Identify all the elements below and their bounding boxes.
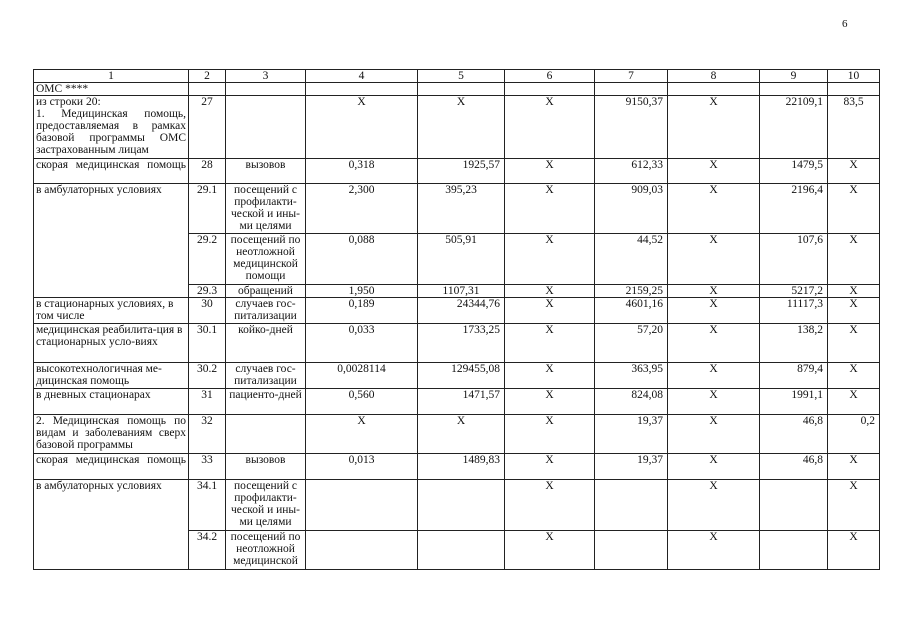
header-cell: 10 xyxy=(828,70,880,83)
cell: 57,20 xyxy=(595,324,668,363)
table-row xyxy=(34,454,880,480)
cell: Х xyxy=(668,531,760,570)
cell: Х xyxy=(668,363,760,389)
cell: 1,950 xyxy=(306,285,418,298)
row-unit: случаев гос-питализации xyxy=(226,298,306,324)
cell: Х xyxy=(668,159,760,184)
row-code: 32 xyxy=(189,415,226,454)
header-cell: 7 xyxy=(595,70,668,83)
cell: 0,189 xyxy=(306,298,418,324)
cell xyxy=(760,480,828,531)
row-label: скорая медицинская помощь xyxy=(34,159,189,184)
cell: 363,95 xyxy=(595,363,668,389)
cell: Х xyxy=(668,324,760,363)
cell: Х xyxy=(505,184,595,234)
table-row xyxy=(34,159,880,184)
cell: Х xyxy=(828,324,880,363)
row-unit: посещений с профилакти-ческой и ины-ми целями xyxy=(226,480,306,531)
cell: Х xyxy=(505,454,595,480)
row-unit: вызовов xyxy=(226,159,306,184)
cell: Х xyxy=(306,96,418,159)
cell: 129455,08 xyxy=(418,363,505,389)
cell: Х xyxy=(668,234,760,285)
row-code: 33 xyxy=(189,454,226,480)
row-label: 2. Медицинская помощь по видам и заболеваниям сверх базовой программы xyxy=(34,415,189,454)
row-unit: посещений по неотложной медицинской xyxy=(226,531,306,570)
cell: 909,03 xyxy=(595,184,668,234)
cell: 9150,37 xyxy=(595,96,668,159)
row-code: 31 xyxy=(189,389,226,415)
cell: 138,2 xyxy=(760,324,828,363)
row-unit: случаев гос-питализации xyxy=(226,363,306,389)
row-unit: вызовов xyxy=(226,454,306,480)
cell: Х xyxy=(505,363,595,389)
cell: 1925,57 xyxy=(418,159,505,184)
cell: Х xyxy=(505,298,595,324)
row-unit xyxy=(226,96,306,159)
cell: Х xyxy=(828,285,880,298)
cell: 19,37 xyxy=(595,415,668,454)
cell: Х xyxy=(668,298,760,324)
cell xyxy=(306,480,418,531)
row-unit: пациенто-дней xyxy=(226,389,306,415)
header-cell: 2 xyxy=(189,70,226,83)
row-label: в амбулаторных условиях xyxy=(34,480,189,570)
cell: 0,318 xyxy=(306,159,418,184)
table-row xyxy=(34,480,880,531)
row-code: 34.1 xyxy=(189,480,226,531)
cell: 1471,57 xyxy=(418,389,505,415)
row-unit: посещений с профилакти-ческой и ины-ми целями xyxy=(226,184,306,234)
cell: 2,300 xyxy=(306,184,418,234)
header-cell: 1 xyxy=(34,70,189,83)
row-label: высокотехнологичная ме-дицинская помощь xyxy=(34,363,189,389)
cell: 395,23 xyxy=(418,184,505,234)
cell: Х xyxy=(505,234,595,285)
row-code: 34.2 xyxy=(189,531,226,570)
cell: 19,37 xyxy=(595,454,668,480)
table-row xyxy=(34,389,880,415)
cell: 46,8 xyxy=(760,454,828,480)
cell: Х xyxy=(828,531,880,570)
cell: 2196,4 xyxy=(760,184,828,234)
cell: Х xyxy=(505,389,595,415)
table-row xyxy=(34,415,880,454)
header-cell: 3 xyxy=(226,70,306,83)
row-label: в дневных стационарах xyxy=(34,389,189,415)
cell: Х xyxy=(505,480,595,531)
cell: 1489,83 xyxy=(418,454,505,480)
table-row-oms xyxy=(34,83,880,96)
header-cell: 5 xyxy=(418,70,505,83)
cell: Х xyxy=(668,480,760,531)
cell: 107,6 xyxy=(760,234,828,285)
cell xyxy=(418,531,505,570)
cell: 1107,31 xyxy=(418,285,505,298)
cell: 0,088 xyxy=(306,234,418,285)
cell xyxy=(306,531,418,570)
table-row xyxy=(34,363,880,389)
cell xyxy=(595,531,668,570)
cell: Х xyxy=(505,96,595,159)
cell: Х xyxy=(668,389,760,415)
cell: Х xyxy=(668,454,760,480)
table-row xyxy=(34,298,880,324)
cell xyxy=(418,480,505,531)
row-unit: койко-дней xyxy=(226,324,306,363)
cell: Х xyxy=(668,184,760,234)
cell: Х xyxy=(828,298,880,324)
cell xyxy=(595,480,668,531)
cell: Х xyxy=(828,363,880,389)
cell: 0,560 xyxy=(306,389,418,415)
cell: Х xyxy=(828,454,880,480)
header-cell: 9 xyxy=(760,70,828,83)
header-row xyxy=(34,70,880,83)
cell: 0,2 xyxy=(828,415,880,454)
row-unit: обращений xyxy=(226,285,306,298)
cell: 5217,2 xyxy=(760,285,828,298)
cell: 0,013 xyxy=(306,454,418,480)
cell: 11117,3 xyxy=(760,298,828,324)
row-label: из строки 20: 1. Медицинская помощь, предоставляемая в рамках базовой программы ОМС застрахованным лицам xyxy=(34,96,189,159)
row-label: в стационарных условиях, в том числе xyxy=(34,298,189,324)
row-label: в амбулаторных условиях xyxy=(34,184,189,298)
cell: 0,0028114 xyxy=(306,363,418,389)
cell: 24344,76 xyxy=(418,298,505,324)
cell: Х xyxy=(505,531,595,570)
row-code: 29.1 xyxy=(189,184,226,234)
cell: Х xyxy=(505,415,595,454)
cell: Х xyxy=(418,415,505,454)
row-label: скорая медицинская помощь xyxy=(34,454,189,480)
row-code: 29.2 xyxy=(189,234,226,285)
cell: Х xyxy=(668,96,760,159)
cell: Х xyxy=(505,285,595,298)
page-number: 6 xyxy=(842,18,848,30)
row-code: 27 xyxy=(189,96,226,159)
cell: Х xyxy=(668,285,760,298)
cell: 0,033 xyxy=(306,324,418,363)
cell: 4601,16 xyxy=(595,298,668,324)
cell: 22109,1 xyxy=(760,96,828,159)
cell: 879,4 xyxy=(760,363,828,389)
cell: 46,8 xyxy=(760,415,828,454)
cell: 83,5 xyxy=(828,96,880,159)
cell: Х xyxy=(828,480,880,531)
table-row xyxy=(34,184,880,234)
table-row xyxy=(34,96,880,159)
row-code: 30 xyxy=(189,298,226,324)
cell: Х xyxy=(828,184,880,234)
cell: 505,91 xyxy=(418,234,505,285)
row-unit xyxy=(226,415,306,454)
row-code: 30.1 xyxy=(189,324,226,363)
cell: Х xyxy=(505,159,595,184)
cell: Х xyxy=(828,389,880,415)
header-cell: 6 xyxy=(505,70,595,83)
header-cell: 4 xyxy=(306,70,418,83)
row-label: ОМС **** xyxy=(34,83,189,96)
cell: 44,52 xyxy=(595,234,668,285)
cell: 612,33 xyxy=(595,159,668,184)
cell: 1479,5 xyxy=(760,159,828,184)
cell: Х xyxy=(505,324,595,363)
row-code: 29.3 xyxy=(189,285,226,298)
cell: 2159,25 xyxy=(595,285,668,298)
row-label: медицинская реабилита-ция в стационарных усло-виях xyxy=(34,324,189,363)
cell: 824,08 xyxy=(595,389,668,415)
row-unit: посещений по неотложной медицинской помощи xyxy=(226,234,306,285)
row-code: 28 xyxy=(189,159,226,184)
cell: Х xyxy=(418,96,505,159)
cell: 1733,25 xyxy=(418,324,505,363)
cell: Х xyxy=(668,415,760,454)
cell: Х xyxy=(306,415,418,454)
cell xyxy=(760,531,828,570)
table-row xyxy=(34,324,880,363)
cell: Х xyxy=(828,234,880,285)
data-table xyxy=(33,69,880,570)
row-code: 30.2 xyxy=(189,363,226,389)
cell: Х xyxy=(828,159,880,184)
header-cell: 8 xyxy=(668,70,760,83)
cell: 1991,1 xyxy=(760,389,828,415)
